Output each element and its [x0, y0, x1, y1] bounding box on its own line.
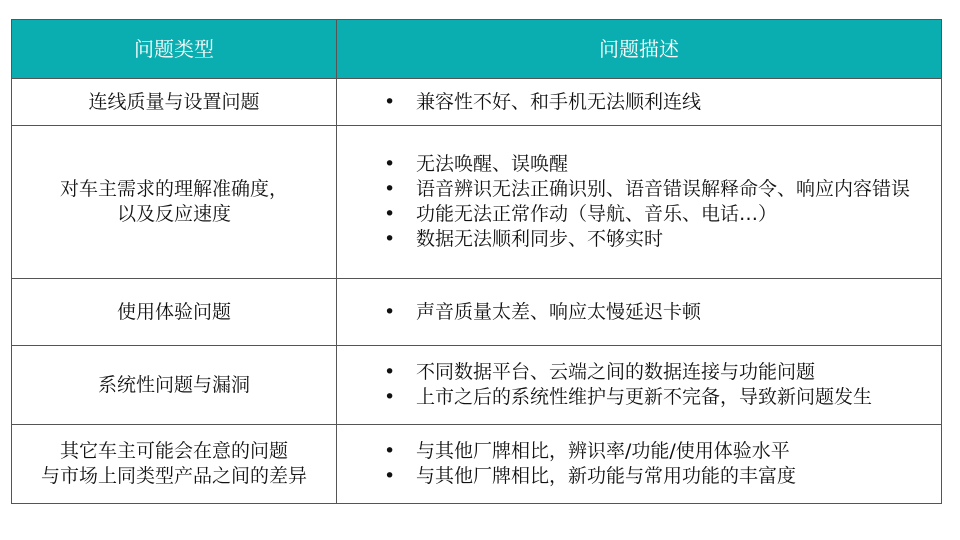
header-issue-description: 问题描述	[337, 20, 942, 79]
bullet-icon: •	[384, 153, 396, 175]
list-item	[384, 152, 929, 177]
issue-type-text: 连线质量与设置问题	[88, 90, 260, 113]
table-row	[12, 279, 942, 346]
bullet-icon: •	[384, 361, 396, 383]
bullet-icon: •	[384, 440, 396, 462]
header-issue-type: 问题类型	[12, 20, 337, 79]
list-item	[384, 385, 929, 410]
list-item	[384, 227, 929, 252]
list-item-text: 声音质量太差、响应太慢延迟卡顿	[416, 300, 702, 323]
issue-description-cell	[337, 425, 942, 504]
issue-type-cell	[12, 126, 337, 279]
list-item-text: 功能无法正常作动（导航、音乐、电话…）	[416, 203, 778, 225]
issue-type-text: 以及反应速度	[116, 203, 231, 225]
list-item-text: 与其他厂牌相比，辨识率/功能/使用体验水平	[416, 440, 790, 462]
list-item-text: 与其他厂牌相比，新功能与常用功能的丰富度	[416, 465, 797, 487]
bullet-icon: •	[384, 386, 396, 408]
list-item	[384, 464, 929, 489]
list-item-text: 无法唤醒、误唤醒	[416, 153, 569, 175]
list-item	[384, 300, 929, 325]
issues-table	[11, 19, 942, 504]
description-list	[337, 152, 941, 252]
issue-description-cell	[337, 279, 942, 346]
description-list	[337, 439, 941, 489]
table-row	[12, 425, 942, 504]
description-list	[337, 360, 941, 410]
list-item-text: 不同数据平台、云端之间的数据连接与功能问题	[416, 361, 816, 383]
table-row	[12, 79, 942, 126]
issue-type-text: 与市场上同类型产品之间的差异	[40, 465, 307, 487]
table-header-row	[12, 20, 942, 79]
list-item-text: 兼容性不好、和手机无法顺利连线	[416, 90, 702, 113]
bullet-icon: •	[384, 203, 396, 225]
table-row	[12, 126, 942, 279]
description-list	[337, 90, 941, 115]
list-item	[384, 360, 929, 385]
list-item	[384, 177, 929, 202]
table-row	[12, 346, 942, 425]
list-item	[384, 439, 929, 464]
list-item-text: 语音辨识无法正确识别、语音错误解释命令、响应内容错误	[416, 178, 911, 200]
bullet-icon: •	[384, 178, 396, 200]
issue-description-cell	[337, 126, 942, 279]
list-item-text: 上市之后的系统性维护与更新不完备，导致新问题发生	[416, 386, 873, 408]
issue-type-cell	[12, 79, 337, 126]
bullet-icon: •	[384, 465, 396, 487]
issue-type-text: 对车主需求的理解准确度，	[59, 178, 288, 200]
issue-type-text: 其它车主可能会在意的问题	[59, 440, 288, 462]
issue-type-cell	[12, 346, 337, 425]
issue-type-text: 使用体验问题	[116, 300, 231, 323]
issue-type-cell	[12, 279, 337, 346]
list-item-text: 数据无法顺利同步、不够实时	[416, 228, 664, 250]
issue-type-cell	[12, 425, 337, 504]
bullet-icon: •	[384, 228, 396, 250]
issue-description-cell	[337, 346, 942, 425]
bullet-icon: •	[384, 90, 396, 113]
description-list	[337, 300, 941, 325]
issue-type-text: 系统性问题与漏洞	[97, 373, 250, 396]
bullet-icon: •	[384, 300, 396, 323]
issue-description-cell	[337, 79, 942, 126]
list-item	[384, 90, 929, 115]
list-item	[384, 202, 929, 227]
